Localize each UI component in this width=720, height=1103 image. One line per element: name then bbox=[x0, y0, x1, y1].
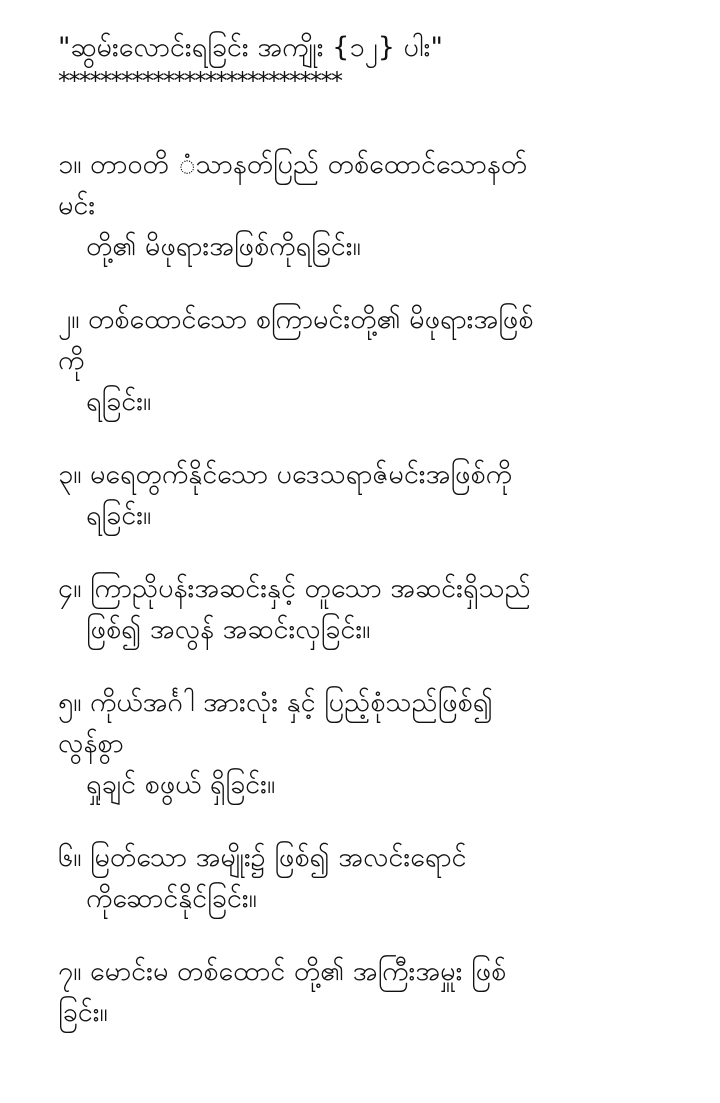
list-item-3 bbox=[58, 454, 698, 536]
list-item-line: ရခြင်း။ bbox=[86, 386, 152, 417]
list-item-line: လွန်စွာ bbox=[58, 728, 124, 759]
list-item-6 bbox=[58, 837, 698, 919]
list-item-line: ၆။ မြတ်သော အမျိုး၌ ဖြစ်၍ အလင်းရောင် bbox=[58, 842, 467, 873]
list-item-line: ၃။ မရေတွက်နိုင်သော ပဒေသရာဇ်မင်းအဖြစ်ကို bbox=[58, 459, 513, 490]
list-item-line: ၂။ တစ်ထောင်သော စကြာမင်းတို့၏ မိဖုရားအဖြစ် bbox=[58, 304, 534, 335]
list-item-line: တို့၏ မိဖုရားအဖြစ်ကိုရခြင်း။ bbox=[86, 231, 361, 262]
list-item-line: ၄။ ကြာညိုပန်းအဆင်းနှင့် တူသော အဆင်းရှိသည် bbox=[58, 573, 531, 604]
separator-line: *************************** bbox=[58, 68, 342, 94]
list-item-1 bbox=[58, 144, 698, 267]
list-item-2 bbox=[58, 299, 698, 422]
list-item-5 bbox=[58, 682, 698, 805]
list-item-7 bbox=[58, 951, 698, 1033]
list-item-line: ကို bbox=[58, 345, 85, 376]
list-item-line: ဖြစ်၍ အလွန် အဆင်းလှခြင်း။ bbox=[86, 614, 371, 645]
list-item-line: ကိုဆောင်နိုင်ခြင်း။ bbox=[86, 883, 257, 914]
list-item-4 bbox=[58, 568, 698, 650]
list-item-line: ရှုချင် စဖွယ် ရှိခြင်း။ bbox=[86, 769, 276, 800]
document bbox=[58, 28, 698, 1065]
list-item-line: ၇။ မောင်းမ တစ်ထောင် တို့၏ အကြီးအမှူး ဖြစ် bbox=[58, 956, 507, 987]
list-item-line: ၅။ ကိုယ်အင်္ဂါ အားလုံး နှင့် ပြည့်စုံသည်ဖြစ်၍ bbox=[58, 687, 493, 718]
list-item-line: မင်း bbox=[58, 190, 96, 221]
list-item-line: ၁။ တာဝတိ ံသာနတ်ပြည် တစ်ထောင်သောနတ် bbox=[58, 149, 527, 180]
list-item-line: ရခြင်း။ bbox=[86, 500, 152, 531]
document-title: "ဆွမ်းလောင်းရခြင်း အကျိုး {၁၂} ပါး" bbox=[58, 32, 443, 63]
list-item-line: ခြင်း။ bbox=[58, 997, 108, 1028]
